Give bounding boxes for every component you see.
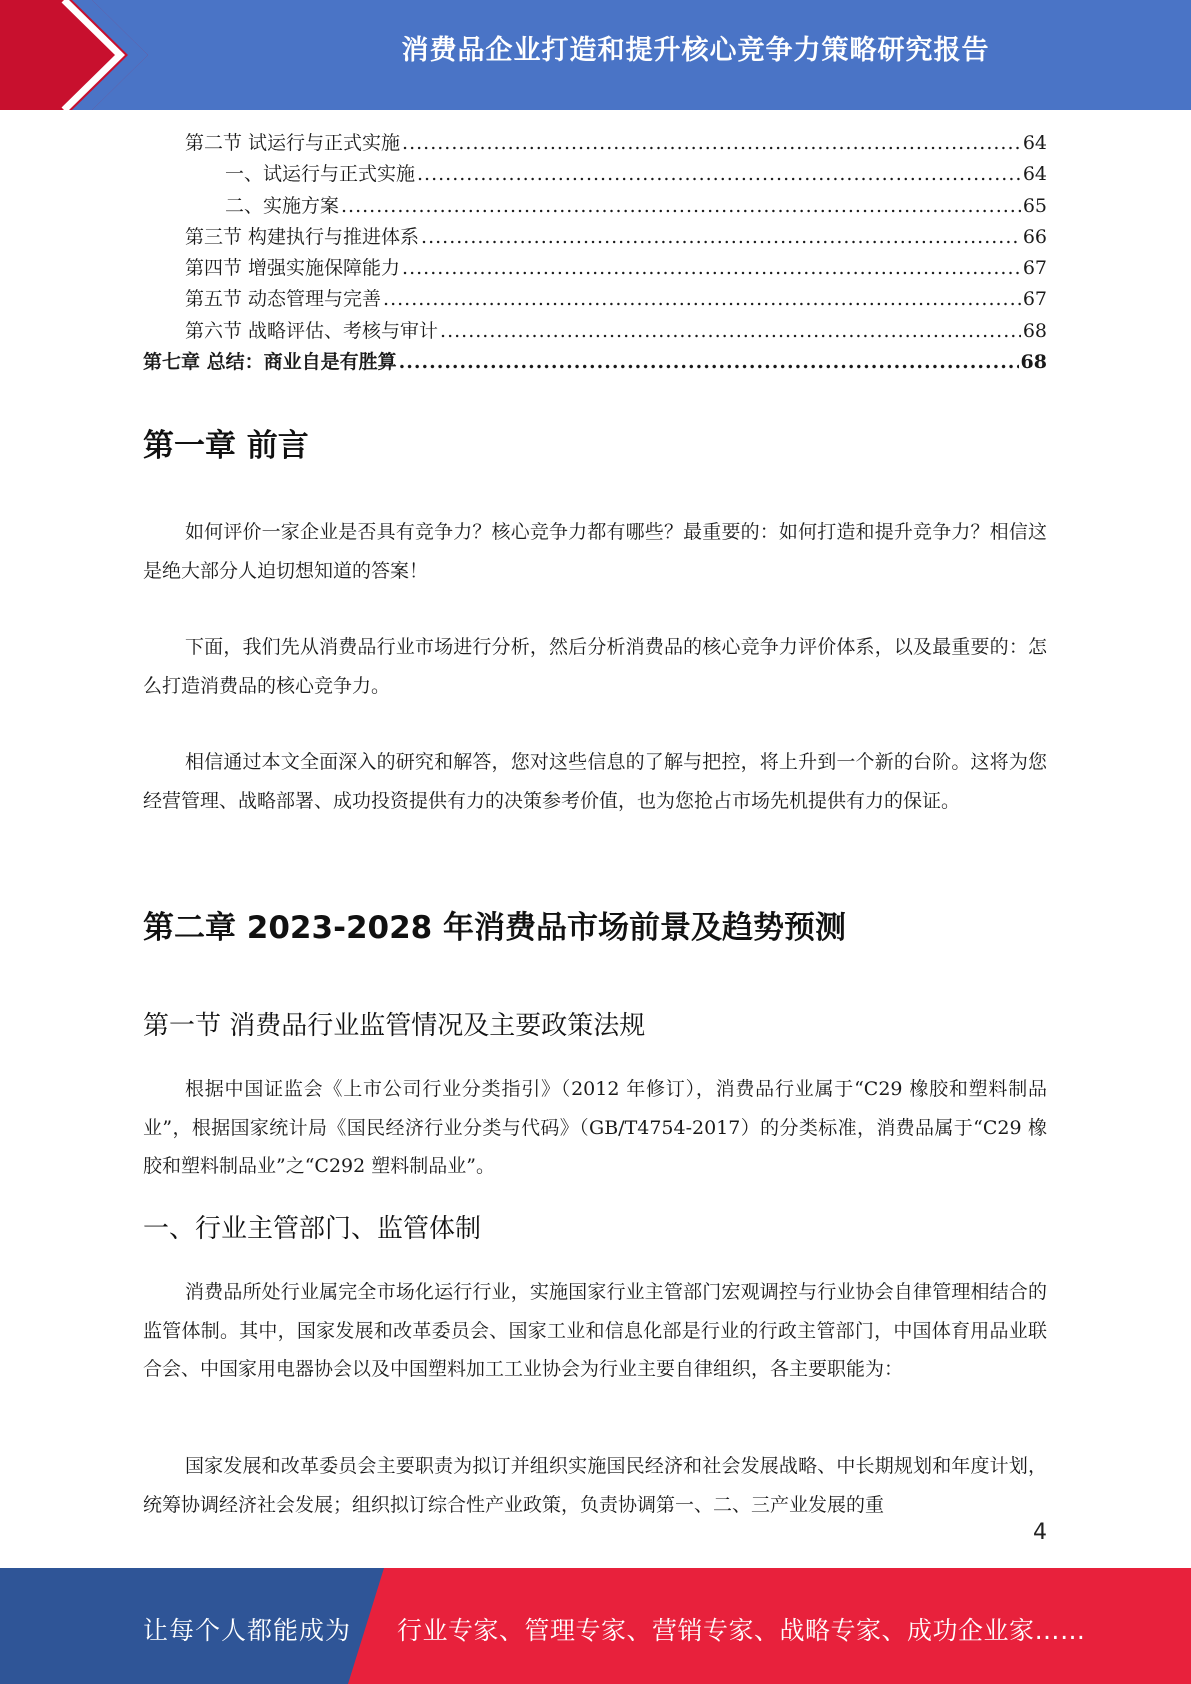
toc-leader-dots xyxy=(341,195,1021,217)
toc-leader-dots xyxy=(402,132,1021,154)
toc-leader-dots xyxy=(421,226,1021,248)
section-1-paragraph: 根据中国证监会《上市公司行业分类指引》（2012 年修订），消费品行业属于“C29 橡胶和塑料制品业”，根据国家统计局《国民经济行业分类与代码》（GB/T4754-2017）的分类标准，消费品属于“C29 橡胶和塑料制品业”之“C292 塑料制品业”。 xyxy=(143,1078,1047,1177)
toc-entry[interactable] xyxy=(143,253,1047,284)
subsection-1-heading: 一、行业主管部门、监管体制 xyxy=(143,1214,482,1244)
toc-page-number: 64 xyxy=(1022,132,1047,154)
subsection-1-paragraph: 消费品所处行业属完全市场化运行行业，实施国家行业主管部门宏观调控与行业协会自律管理相结合的监管体制。其中，国家发展和改革委员会、国家工业和信息化部是行业的行政主管部门，中国体育用品业联合会、中国家用电器协会以及中国塑料加工工业协会为行业主要自律组织，各主要职能为： xyxy=(143,1281,1047,1380)
toc-entry[interactable] xyxy=(143,316,1047,347)
toc-page-number: 64 xyxy=(1022,163,1047,186)
section-1-heading: 第一节 消费品行业监管情况及主要政策法规 xyxy=(143,1011,646,1041)
toc-page-number: 65 xyxy=(1022,194,1047,217)
report-title: 消费品企业打造和提升核心竞争力策略研究报告 xyxy=(401,35,990,66)
page-number: 4 xyxy=(1033,1520,1047,1545)
footer-slogan-right: 行业专家、管理专家、营销专家、战略专家、成功企业家…… xyxy=(397,1616,1086,1645)
chapter-2-heading: 第二章 2023-2028 年消费品市场前景及趋势预测 xyxy=(143,910,847,946)
toc-entry[interactable] xyxy=(143,222,1047,253)
toc-entry[interactable] xyxy=(143,128,1047,159)
toc-entry-title: 二、实施方案 xyxy=(225,194,340,217)
toc-leader-dots xyxy=(440,320,1021,342)
toc-page-number: 66 xyxy=(1022,225,1047,248)
toc-entry-title: 第七章 总结：商业自是有胜算 xyxy=(143,351,397,374)
toc-chapter-entry[interactable] xyxy=(143,347,1047,378)
chapter-1-paragraph: 如何评价一家企业是否具有竞争力？核心竞争力都有哪些？最重要的：如何打造和提升竞争力？相信这是绝大部分人迫切想知道的答案！ xyxy=(143,521,1047,582)
page-footer xyxy=(0,1568,1191,1684)
toc-entry[interactable] xyxy=(143,159,1047,190)
toc-leader-dots xyxy=(399,351,1019,373)
footer-slogan-left: 让每个人都能成为 xyxy=(143,1616,352,1645)
table-of-contents xyxy=(143,128,1047,378)
toc-entry-title: 第三节 构建执行与推进体系 xyxy=(185,225,420,248)
toc-entry-title: 第二节 试运行与正式实施 xyxy=(185,132,401,154)
toc-entry[interactable] xyxy=(143,191,1047,222)
header-red-chevron xyxy=(0,0,160,110)
toc-entry-title: 第五节 动态管理与完善 xyxy=(185,288,382,311)
toc-page-number: 68 xyxy=(1020,351,1047,374)
chapter-1-paragraph: 相信通过本文全面深入的研究和解答，您对这些信息的了解与把控，将上升到一个新的台阶。这将为您经营管理、战略部署、成功投资提供有力的决策参考价值，也为您抢占市场先机提供有力的保证。 xyxy=(143,751,1047,812)
page-header xyxy=(0,0,1191,110)
subsection-1-paragraph: 国家发展和改革委员会主要职责为拟订并组织实施国民经济和社会发展战略、中长期规划和年度计划，统筹协调经济社会发展；组织拟订综合性产业政策，负责协调第一、二、三产业发展的重 xyxy=(143,1455,1047,1516)
toc-entry-title: 一、试运行与正式实施 xyxy=(225,163,416,186)
toc-page-number: 68 xyxy=(1022,319,1047,342)
toc-leader-dots xyxy=(383,288,1021,310)
toc-leader-dots xyxy=(402,257,1021,279)
toc-page-number: 67 xyxy=(1022,288,1047,311)
chapter-1-heading: 第一章 前言 xyxy=(143,428,309,464)
toc-leader-dots xyxy=(417,163,1021,185)
toc-entry-title: 第六节 战略评估、考核与审计 xyxy=(185,319,439,342)
toc-entry-title: 第四节 增强实施保障能力 xyxy=(185,257,401,280)
toc-entry[interactable] xyxy=(143,284,1047,315)
chapter-1-paragraph: 下面，我们先从消费品行业市场进行分析，然后分析消费品的核心竞争力评价体系，以及最重要的：怎么打造消费品的核心竞争力。 xyxy=(143,636,1047,697)
toc-page-number: 67 xyxy=(1022,257,1047,280)
